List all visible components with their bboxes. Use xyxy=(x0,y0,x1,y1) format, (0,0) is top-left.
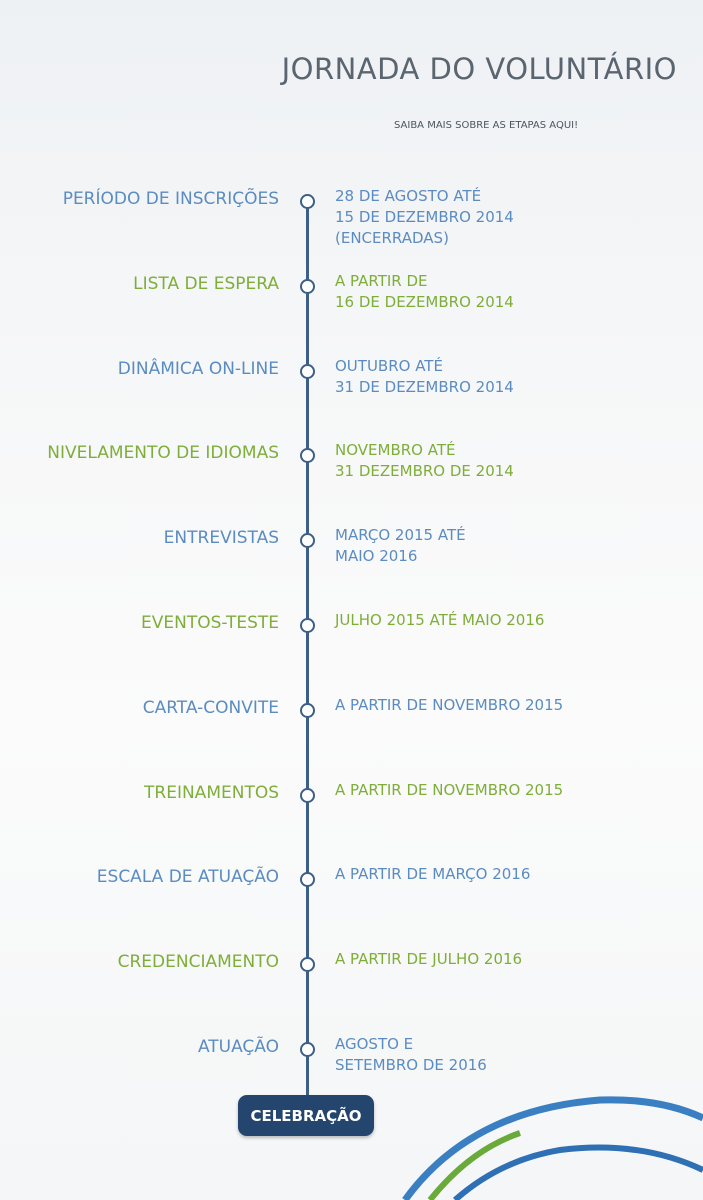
timeline-node xyxy=(300,872,315,887)
timeline-node xyxy=(300,448,315,463)
step-label: CARTA-CONVITE xyxy=(142,698,279,718)
step-date: 28 DE AGOSTO ATÉ 15 DE DEZEMBRO 2014 (ENCERRADAS) xyxy=(335,187,514,247)
step-date: AGOSTO E SETEMBRO DE 2016 xyxy=(335,1035,487,1074)
step-label: DINÂMICA ON-LINE xyxy=(117,359,279,379)
step-date: JULHO 2015 ATÉ MAIO 2016 xyxy=(335,611,545,629)
step-label: ATUAÇÃO xyxy=(197,1037,279,1057)
step-date: A PARTIR DE NOVEMBRO 2015 xyxy=(335,781,564,799)
step-date: A PARTIR DE JULHO 2016 xyxy=(335,950,523,968)
timeline-node xyxy=(300,194,315,209)
step-date: A PARTIR DE NOVEMBRO 2015 xyxy=(335,696,564,714)
timeline-node xyxy=(300,1042,315,1057)
timeline-node xyxy=(300,788,315,803)
timeline-node xyxy=(300,618,315,633)
celebration-button[interactable]: CELEBRAÇÃO xyxy=(238,1095,374,1136)
step-date: NOVEMBRO ATÉ 31 DEZEMBRO DE 2014 xyxy=(335,441,514,480)
timeline-node xyxy=(300,957,315,972)
step-date: A PARTIR DE MARÇO 2016 xyxy=(335,865,531,883)
step-date: A PARTIR DE 16 DE DEZEMBRO 2014 xyxy=(335,272,514,311)
step-date: MARÇO 2015 ATÉ MAIO 2016 xyxy=(335,526,466,565)
page-title: JORNADA DO VOLUNTÁRIO xyxy=(281,52,677,86)
step-label: EVENTOS-TESTE xyxy=(140,613,279,633)
timeline-node xyxy=(300,533,315,548)
timeline-node xyxy=(300,364,315,379)
step-label: TREINAMENTOS xyxy=(144,783,279,803)
step-date: OUTUBRO ATÉ 31 DE DEZEMBRO 2014 xyxy=(335,357,514,396)
step-label: PERÍODO DE INSCRIÇÕES xyxy=(62,189,279,209)
step-label: ENTREVISTAS xyxy=(163,528,279,548)
step-label: NIVELAMENTO DE IDIOMAS xyxy=(47,443,279,463)
timeline-node xyxy=(300,279,315,294)
step-label: LISTA DE ESPERA xyxy=(133,274,279,294)
learn-more-link[interactable]: SAIBA MAIS SOBRE AS ETAPAS AQUI! xyxy=(394,120,579,131)
step-label: CREDENCIAMENTO xyxy=(117,952,279,972)
timeline-node xyxy=(300,703,315,718)
step-label: ESCALA DE ATUAÇÃO xyxy=(96,867,279,887)
